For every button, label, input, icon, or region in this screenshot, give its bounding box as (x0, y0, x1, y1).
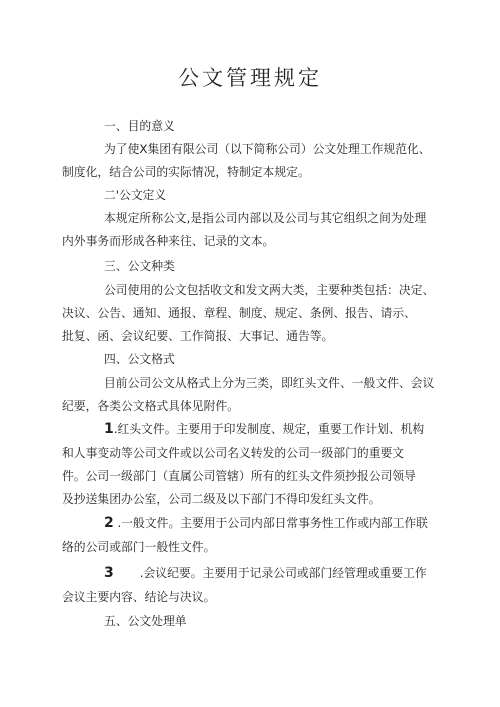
list-item-general-file (104, 515, 442, 531)
paragraph-line: 络的公司或部门一般性文件。 (62, 540, 216, 554)
paragraph-line: 批复、函、会议纪要、工作简报、大事记、通告等。 (62, 329, 334, 343)
paragraph-line: 为了使X集团有限公司（以下简称公司）公文处理工作规范化、 (104, 142, 431, 156)
paragraph-line: 及抄送集团办公室，公司二级及以下部门不得印发红头文件。 (62, 492, 381, 506)
paragraph-line: 纪要，各类公文格式具体见附件。 (62, 399, 239, 413)
section-heading-format: 四、公文格式 (104, 352, 175, 366)
list-item-number: 1 (104, 421, 114, 437)
section-heading-types: 三、公文种类 (104, 259, 175, 273)
list-item-meeting-minutes (104, 565, 442, 581)
list-item-number: 3 (104, 565, 114, 581)
paragraph-line: 会议主要内容、结论与决议。 (62, 590, 216, 604)
document-title: 公文管理规定 (178, 66, 322, 90)
paragraph-line: 目前公司公文从格式上分为三类，即红头文件、一般文件、会议 (104, 376, 435, 390)
list-item-text: .会议纪要。主要用于记录公司或部门经管理或重要工作 (139, 566, 427, 580)
paragraph-line: 公司使用的公文包括收文和发文两大类，主要种类包括：决定、 (104, 283, 435, 297)
paragraph-line: 决议、公告、通知、通报、章程、制度、规定、条例、报告、请示、 (62, 306, 416, 320)
paragraph-line: 内外事务而形成各种来往、记录的文本。 (62, 234, 275, 248)
section-heading-definition: 二'公文定义 (104, 188, 167, 202)
paragraph-line: 制度化，结合公司的实际情况，特制定本规定。 (62, 165, 310, 179)
list-item-text: .一般文件。主要用于公司内部日常事务性工作或内部工作联 (117, 516, 428, 530)
paragraph-line: 本规定所称公文,是指公司内部以及公司与其它组织之间为处理 (104, 211, 427, 225)
list-item-number: 2 (104, 515, 114, 531)
section-heading-purpose: 一、目的意义 (104, 119, 175, 133)
paragraph-line: 件。公司一级部门（直属公司管辖）所有的红头文件须抄报公司领导 (62, 469, 416, 483)
list-item-red-header (104, 421, 442, 437)
section-heading-processing-form: 五、公文处理单 (104, 614, 187, 628)
paragraph-line: 和人事变动等公司文件或以公司名义转发的公司一级部门的重要文 (62, 446, 405, 460)
list-item-text: .红头文件。主要用于印发制度、规定，重要工作计划、机构 (113, 422, 425, 436)
